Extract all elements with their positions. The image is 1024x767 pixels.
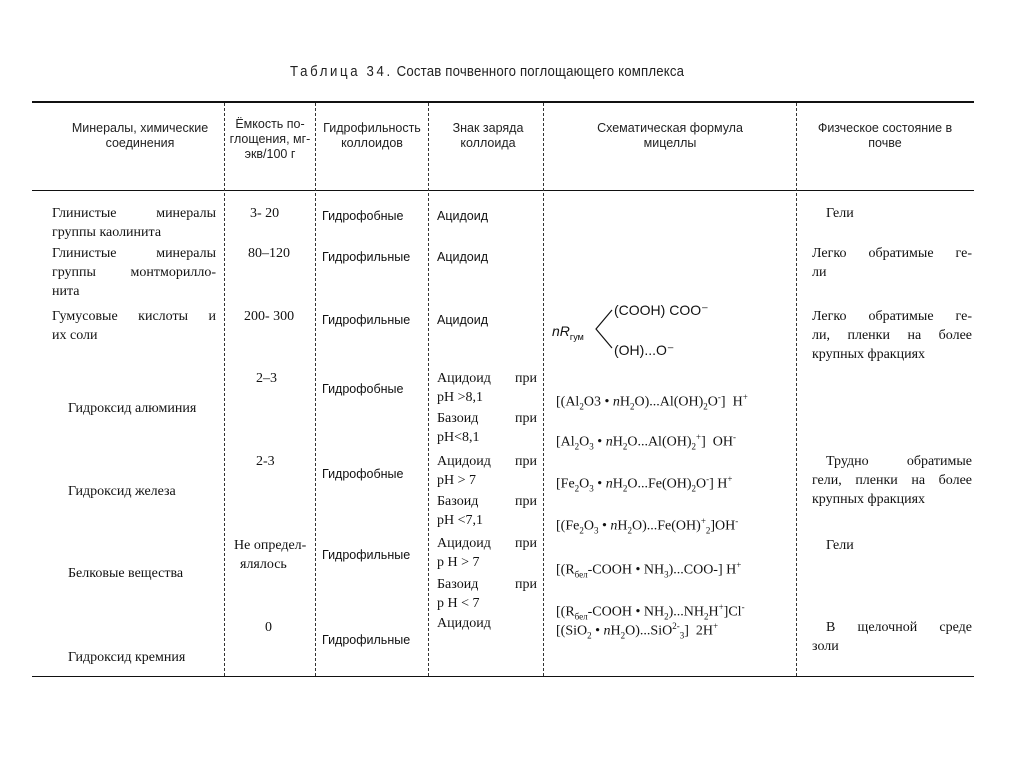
row-humus-state-line1: Легко обратимые ге- bbox=[812, 309, 972, 324]
row-protein-capacity-line1: Не определ- bbox=[234, 538, 307, 553]
row-aluminum-charge-acid-line2: pH >8,1 bbox=[437, 390, 484, 405]
row-silicon-state-line2: золи bbox=[812, 639, 839, 654]
row-aluminum-formula-acid: [($Al_2O3$ • $nH_2O)...Al(OH)_2O^-$] H+ bbox=[556, 392, 748, 412]
row-protein-name: Белковые вещества bbox=[68, 566, 184, 581]
row-kaolinite-state: Гели bbox=[826, 206, 854, 221]
row-protein-hydrophilicity: Гидрофильные bbox=[322, 548, 411, 562]
row-iron-state-line3: крупных фракциях bbox=[812, 492, 926, 507]
table-header-rule bbox=[32, 190, 974, 191]
row-iron-state-line1: Трудно обратимые bbox=[826, 454, 972, 469]
row-iron-charge-acid-line2: pH > 7 bbox=[437, 473, 477, 488]
header-minerals: Минералы, химические соединения bbox=[71, 121, 209, 150]
header-formula: Схематическая формула мицеллы bbox=[597, 121, 743, 150]
row-montmorillonite-state-line2: ли bbox=[812, 265, 827, 280]
header-charge: Знак заряда коллоида bbox=[452, 121, 524, 150]
row-montmorillonite-charge: Ацидоид bbox=[437, 250, 489, 264]
row-montmorillonite-state-line1: Легко обратимые ге- bbox=[812, 246, 972, 261]
row-montmorillonite-hydrophilicity: Гидрофильные bbox=[322, 250, 411, 264]
humus-formula-prefix: $nR_{гум}$ bbox=[552, 323, 584, 342]
row-kaolinite-charge: Ацидоид bbox=[437, 209, 489, 223]
row-iron-charge-base-line1: Базоид при bbox=[437, 494, 537, 509]
row-silicon-formula: [(SiO$_2$ • $nH_2O)...SiO^{2-}_3$] 2H+ bbox=[556, 621, 719, 641]
row-humus-name-line1: Гумусовые кислоты и bbox=[52, 309, 216, 324]
row-silicon-charge: Ацидоид bbox=[437, 616, 491, 631]
row-protein-charge-acid-line1: Ацидоид при bbox=[437, 536, 537, 551]
row-silicon-state-line1: В щелочной среде bbox=[826, 620, 972, 635]
row-iron-charge-base-line2: pH <7,1 bbox=[437, 513, 484, 528]
column-divider bbox=[543, 103, 545, 676]
row-silicon-capacity: 0 bbox=[265, 620, 272, 635]
row-aluminum-hydrophilicity: Гидрофобные bbox=[322, 382, 404, 396]
row-kaolinite-name-line1: Глинистые минералы bbox=[52, 206, 216, 221]
row-iron-hydrophilicity: Гидрофобные bbox=[322, 467, 404, 481]
column-divider bbox=[796, 103, 798, 676]
row-humus-hydrophilicity: Гидрофильные bbox=[322, 313, 411, 327]
row-protein-capacity-line2: ялялось bbox=[240, 557, 287, 572]
humus-formula-top: (COOH) COO⁻ bbox=[614, 302, 709, 318]
row-aluminum-charge-base-line2: pH<8,1 bbox=[437, 430, 480, 445]
humus-formula-bracket bbox=[594, 307, 614, 351]
row-kaolinite-name-line2: группы каолинита bbox=[52, 225, 162, 240]
row-aluminum-charge-acid-line1: Ацидоид при bbox=[437, 371, 537, 386]
table-title-prefix: Таблица 34. bbox=[290, 63, 393, 80]
row-humus-capacity: 200- 300 bbox=[244, 309, 295, 324]
header-state: Физческое состояние в почве bbox=[817, 121, 953, 150]
row-aluminum-capacity: 2–3 bbox=[256, 371, 277, 386]
row-kaolinite-capacity: 3- 20 bbox=[250, 206, 280, 221]
row-protein-charge-base-line1: Базоид при bbox=[437, 577, 537, 592]
row-iron-formula-acid: [$Fe_2O_3$ • $nH_2O...Fe(OH)_2O^-$] H+ bbox=[556, 474, 733, 494]
row-montmorillonite-name-line3: нита bbox=[52, 284, 80, 299]
row-protein-state: Гели bbox=[826, 538, 854, 553]
table-title bbox=[290, 63, 783, 80]
header-capacity: Ёмкость по- глощения, мг-экв/100 г bbox=[229, 117, 311, 161]
row-iron-capacity: 2-3 bbox=[256, 454, 275, 469]
row-silicon-name: Гидроксид кремния bbox=[68, 650, 186, 665]
table-title-text: Состав почвенного поглощающего комплекса bbox=[396, 63, 685, 80]
row-humus-state-line3: крупных фракциях bbox=[812, 347, 926, 362]
row-protein-formula-base: [($R_{бел}$-COOH • $NH_2)...NH_2H^+]Cl^-$ bbox=[556, 602, 745, 622]
row-aluminum-name: Гидроксид алюминия bbox=[68, 401, 197, 416]
row-aluminum-formula-base: [$Al_2O_3$ • $nH_2O...Al(OH)_2^+$] OH- bbox=[556, 432, 736, 452]
row-aluminum-charge-base-line1: Базоид при bbox=[437, 411, 537, 426]
column-divider bbox=[315, 103, 317, 676]
row-montmorillonite-capacity: 80–120 bbox=[248, 246, 290, 261]
row-protein-formula-acid: [($R_{бел}$-COOH • $NH_3)...COO-$] H+ bbox=[556, 560, 742, 580]
row-montmorillonite-name-line1: Глинистые минералы bbox=[52, 246, 216, 261]
row-protein-charge-acid-line2: p H > 7 bbox=[437, 555, 480, 570]
row-silicon-hydrophilicity: Гидрофильные bbox=[322, 633, 411, 647]
row-humus-charge: Ацидоид bbox=[437, 313, 489, 327]
row-kaolinite-hydrophilicity: Гидрофобные bbox=[322, 209, 404, 223]
header-hydrophilicity: Гидрофильность коллоидов bbox=[323, 121, 421, 150]
row-humus-state-line2: ли, пленки на более bbox=[812, 328, 972, 343]
row-protein-charge-base-line2: p H < 7 bbox=[437, 596, 480, 611]
row-humus-name-line2: их соли bbox=[52, 328, 98, 343]
row-iron-formula-base: [($Fe_2O_3$ • $nH_2O)...Fe(OH)^+_2]OH^-$ bbox=[556, 516, 739, 536]
row-montmorillonite-name-line2: группы монтморилло- bbox=[52, 265, 216, 280]
row-iron-name: Гидроксид железа bbox=[68, 484, 176, 499]
row-iron-charge-acid-line1: Ацидоид при bbox=[437, 454, 537, 469]
column-divider bbox=[224, 103, 226, 676]
table-top-rule bbox=[32, 101, 974, 103]
row-iron-state-line2: гели, пленки на более bbox=[812, 473, 972, 488]
table-bottom-rule bbox=[32, 676, 974, 677]
column-divider bbox=[428, 103, 430, 676]
humus-formula-bottom: (OH)...O⁻ bbox=[614, 342, 675, 358]
